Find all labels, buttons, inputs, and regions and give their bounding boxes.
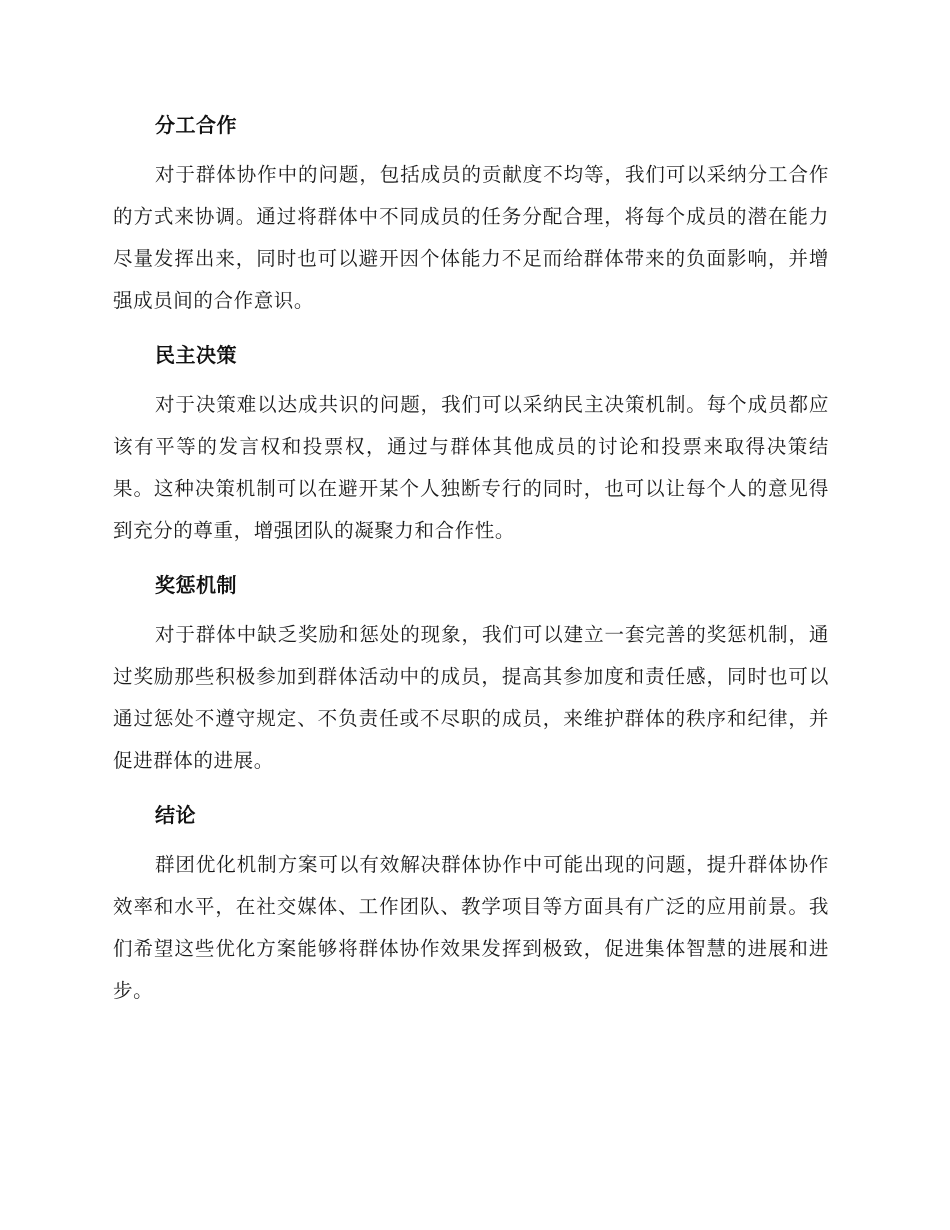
section-division-of-labor xyxy=(113,104,829,322)
section-paragraph: 对于群体中缺乏奖励和惩处的现象，我们可以建立一套完善的奖惩机制，通过奖励那些积极参加到群体活动中的成员，提高其参加度和责任感，同时也可以通过惩处不遵守规定、不负责任或不尽职的成员，来维护群体的秩序和纪律，并促进群体的进展。 xyxy=(113,623,829,772)
section-heading: 分工合作 xyxy=(155,113,237,137)
document-content xyxy=(113,104,829,1024)
section-paragraph: 对于决策难以达成共识的问题，我们可以采纳民主决策机制。每个成员都应该有平等的发言权和投票权，通过与群体其他成员的讨论和投票来取得决策结果。这种决策机制可以在避开某个人独断专行的同时，也可以让每个人的意见得到充分的尊重，增强团队的凝聚力和合作性。 xyxy=(113,393,829,542)
section-heading: 民主决策 xyxy=(155,343,237,367)
section-reward-punishment xyxy=(113,564,829,782)
section-paragraph: 群团优化机制方案可以有效解决群体协作中可能出现的问题，提升群体协作效率和水平，在社交媒体、工作团队、教学项目等方面具有广泛的应用前景。我们希望这些优化方案能够将群体协作效果发挥到极致，促进集体智慧的进展和进步。 xyxy=(113,853,829,1002)
section-heading: 结论 xyxy=(155,803,196,827)
section-democratic-decision xyxy=(113,334,829,552)
section-heading: 奖惩机制 xyxy=(155,573,237,597)
section-paragraph: 对于群体协作中的问题，包括成员的贡献度不均等，我们可以采纳分工合作的方式来协调。通过将群体中不同成员的任务分配合理，将每个成员的潜在能力尽量发挥出来，同时也可以避开因个体能力不足而给群体带来的负面影响，并增强成员间的合作意识。 xyxy=(113,163,829,312)
section-conclusion xyxy=(113,794,829,1012)
